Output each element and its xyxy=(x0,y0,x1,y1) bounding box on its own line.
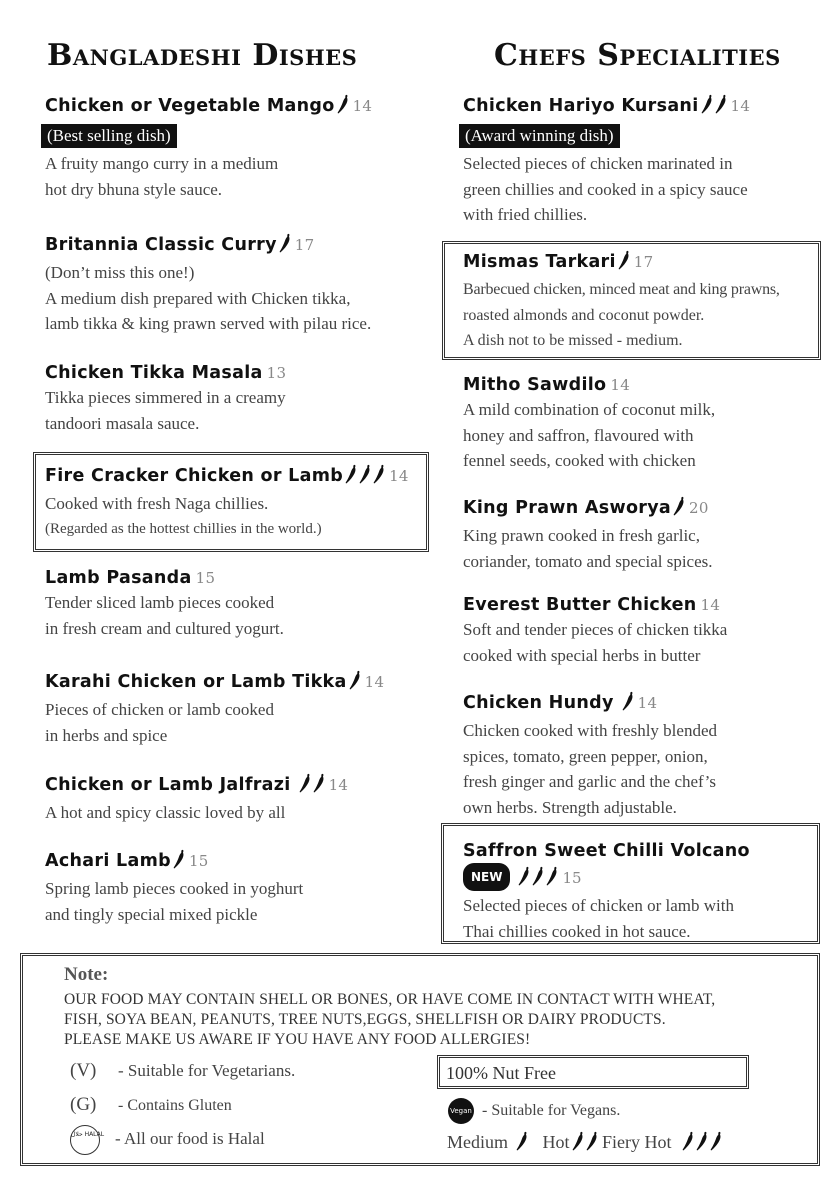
dish-chicken-hundy xyxy=(463,691,717,820)
dish-britannia xyxy=(45,233,371,337)
dish-desc-line: tandoori masala sauce. xyxy=(45,413,200,433)
legend-vegan xyxy=(448,1098,620,1124)
gluten-text: - Contains Gluten xyxy=(118,1097,232,1114)
chili-icon xyxy=(349,670,361,697)
dish-mitho-sawdilo xyxy=(463,373,715,474)
dish-desc-line: Selected pieces of chicken marinated in xyxy=(463,154,733,173)
dish-title: Saffron Sweet Chilli Volcano xyxy=(463,841,750,861)
chili-icon xyxy=(618,250,630,277)
dish-desc-line: fennel seeds, cooked with chicken xyxy=(463,451,696,470)
dish-title: Chicken Hundy xyxy=(463,693,614,713)
dish-title: King Prawn Asworya xyxy=(463,498,672,518)
dish-title: Karahi Chicken or Lamb Tikka xyxy=(45,672,347,692)
dish-price: 14 xyxy=(637,694,658,712)
dish-desc-line: Chicken cooked with freshly blended xyxy=(463,721,717,740)
dish-desc-note: (Regarded as the hottest chillies in the world.) xyxy=(45,520,322,537)
dish-king-prawn-asworya xyxy=(463,496,713,574)
dish-desc-line: fresh ginger and garlic and the chef’s xyxy=(463,772,716,791)
dish-title: Britannia Classic Curry xyxy=(45,235,277,255)
chili-icon xyxy=(532,866,544,893)
dish-desc-line: in herbs and spice xyxy=(45,725,168,745)
chili-icon xyxy=(337,94,349,121)
dish-desc-line: spices, tomato, green pepper, onion, xyxy=(463,746,708,766)
dish-price: 14 xyxy=(700,596,721,614)
chili-icon xyxy=(516,1131,528,1156)
chili-icon xyxy=(345,464,357,491)
dish-price: 17 xyxy=(294,236,315,254)
dish-fire-cracker xyxy=(45,464,409,542)
dish-jalfrazi xyxy=(45,773,348,826)
dish-price: 20 xyxy=(689,499,709,517)
new-badge: NEW xyxy=(463,863,510,891)
dish-desc-line: in fresh cream and cultured yogurt. xyxy=(45,618,284,638)
allergy-warning-line: PLEASE MAKE US AWARE IF YOU HAVE ANY FOOD ALLERGIES! xyxy=(64,1031,531,1048)
vegetarian-code: (V) xyxy=(70,1060,97,1081)
chili-icon xyxy=(546,866,558,893)
heat-legend xyxy=(447,1131,722,1156)
dish-desc-line: honey and saffron, flavoured with xyxy=(463,425,694,445)
chili-icon xyxy=(279,233,291,260)
chili-icon xyxy=(313,773,325,800)
chili-icon xyxy=(586,1131,598,1156)
dish-desc-line: Selected pieces of chicken or lamb with xyxy=(463,896,734,915)
vegan-icon: Vegan xyxy=(448,1098,474,1124)
dish-desc-line: (Don’t miss this one!) xyxy=(45,263,195,282)
dish-desc-line: Pieces of chicken or lamb cooked xyxy=(45,700,274,719)
nut-free-label: 100% Nut Free xyxy=(437,1055,749,1089)
dish-desc-line: lamb tikka & king prawn served with pilau rice. xyxy=(45,314,372,333)
dish-price: 14 xyxy=(730,97,751,115)
heat-medium-label: Medium xyxy=(447,1132,508,1152)
legend-vegetarian xyxy=(70,1060,295,1082)
dish-price: 14 xyxy=(364,673,385,691)
dish-title: Chicken or Vegetable Mango xyxy=(45,96,335,116)
heat-fiery-label: Fiery Hot xyxy=(602,1132,672,1152)
dish-price: 14 xyxy=(328,776,349,794)
gluten-code: (G) xyxy=(70,1094,97,1115)
dish-karahi xyxy=(45,670,384,748)
dish-desc-line: Barbecued chicken, minced meat and king prawns, xyxy=(463,281,780,298)
dish-price: 14 xyxy=(352,97,373,115)
dish-price: 17 xyxy=(633,253,654,271)
dish-desc-line: A medium dish prepared with Chicken tikka, xyxy=(45,288,351,308)
dish-mango xyxy=(45,94,372,202)
dish-desc-line: hot dry bhuna style sauce. xyxy=(45,179,223,199)
best-selling-badge: (Best selling dish) xyxy=(41,124,177,148)
dish-title: Chicken Tikka Masala xyxy=(45,363,263,383)
chili-icon xyxy=(299,773,311,800)
chili-icon xyxy=(682,1131,694,1156)
dish-desc-line: Thai chillies cooked in hot sauce. xyxy=(463,921,691,941)
allergy-warning-line: FISH, SOYA BEAN, PEANUTS, TREE NUTS,EGGS, SHELLFISH OR DAIRY PRODUCTS. xyxy=(64,1011,666,1028)
dish-saffron-volcano xyxy=(463,839,750,944)
heat-hot-label: Hot xyxy=(542,1132,570,1152)
dish-everest-butter-chicken xyxy=(463,593,727,668)
dish-lamb-pasanda xyxy=(45,566,284,641)
dish-price: 15 xyxy=(195,569,216,587)
chili-icon xyxy=(173,849,185,876)
vegetarian-text: - Suitable for Vegetarians. xyxy=(118,1061,296,1080)
legend-halal xyxy=(70,1125,265,1155)
dish-achari-lamb xyxy=(45,849,303,927)
dish-price: 13 xyxy=(266,364,287,382)
chili-icon xyxy=(696,1131,708,1156)
note-title: Note: xyxy=(64,964,109,985)
dish-desc-line: coriander, tomato and special spices. xyxy=(463,551,713,571)
halal-icon: حلال HALAL xyxy=(70,1125,100,1155)
dish-desc-line: own herbs. Strength adjustable. xyxy=(463,797,677,817)
dish-desc-line: roasted almonds and coconut powder. xyxy=(463,306,705,324)
dish-title: Everest Butter Chicken xyxy=(463,595,697,615)
dish-hariyo-kursani xyxy=(463,94,750,228)
right-column-header: Chefs Specialities xyxy=(494,38,781,73)
dish-desc-line: A hot and spicy classic loved by all xyxy=(45,803,286,822)
dish-desc-line: cooked with special herbs in butter xyxy=(463,645,701,665)
halal-text: - All our food is Halal xyxy=(115,1128,265,1148)
dish-desc-line: A fruity mango curry in a medium xyxy=(45,154,279,173)
dish-price: 15 xyxy=(562,869,582,887)
dish-price: 14 xyxy=(389,467,409,485)
vegan-text: - Suitable for Vegans. xyxy=(482,1101,621,1119)
dish-desc-line: with fried chillies. xyxy=(463,205,588,224)
left-column-header: Bangladeshi Dishes xyxy=(47,38,358,73)
chili-icon xyxy=(673,496,685,523)
chili-icon xyxy=(710,1131,722,1156)
dish-mismas-tarkari xyxy=(463,250,780,354)
dish-desc-line: Tender sliced lamb pieces cooked xyxy=(45,593,275,612)
award-winning-badge: (Award winning dish) xyxy=(459,124,620,148)
dish-title: Mitho Sawdilo xyxy=(463,375,607,395)
dish-desc-line: A dish not to be missed - medium. xyxy=(463,332,683,349)
dish-title: Lamb Pasanda xyxy=(45,568,192,588)
chili-icon xyxy=(622,691,634,718)
chili-icon xyxy=(359,464,371,491)
dish-desc-line: Tikka pieces simmered in a creamy xyxy=(45,388,286,407)
dish-desc-line: Spring lamb pieces cooked in yoghurt xyxy=(45,879,304,898)
allergy-warning-line: OUR FOOD MAY CONTAIN SHELL OR BONES, OR HAVE COME IN CONTACT WITH WHEAT, xyxy=(64,991,716,1008)
chili-icon xyxy=(701,94,713,121)
chili-icon xyxy=(518,866,530,893)
chili-icon xyxy=(572,1131,584,1156)
dish-desc-line: green chillies and cooked in a spicy sauce xyxy=(463,179,748,199)
dish-price: 15 xyxy=(188,852,209,870)
dish-title: Fire Cracker Chicken or Lamb xyxy=(45,466,344,486)
dish-title: Achari Lamb xyxy=(45,851,171,871)
dish-price: 14 xyxy=(610,376,631,394)
chili-icon xyxy=(373,464,385,491)
dish-title: Chicken Hariyo Kursani xyxy=(463,96,699,116)
dish-title: Chicken or Lamb Jalfrazi xyxy=(45,775,291,795)
dish-desc-line: Cooked with fresh Naga chillies. xyxy=(45,494,269,513)
legend-gluten xyxy=(70,1094,232,1116)
dish-desc-line: A mild combination of coconut milk, xyxy=(463,400,716,419)
chili-icon xyxy=(715,94,727,121)
dish-desc-line: and tingly special mixed pickle xyxy=(45,904,258,924)
dish-desc-line: King prawn cooked in fresh garlic, xyxy=(463,526,700,545)
dish-desc-line: Soft and tender pieces of chicken tikka xyxy=(463,620,728,639)
dish-title: Mismas Tarkari xyxy=(463,252,616,272)
dish-tikka-masala xyxy=(45,361,286,436)
